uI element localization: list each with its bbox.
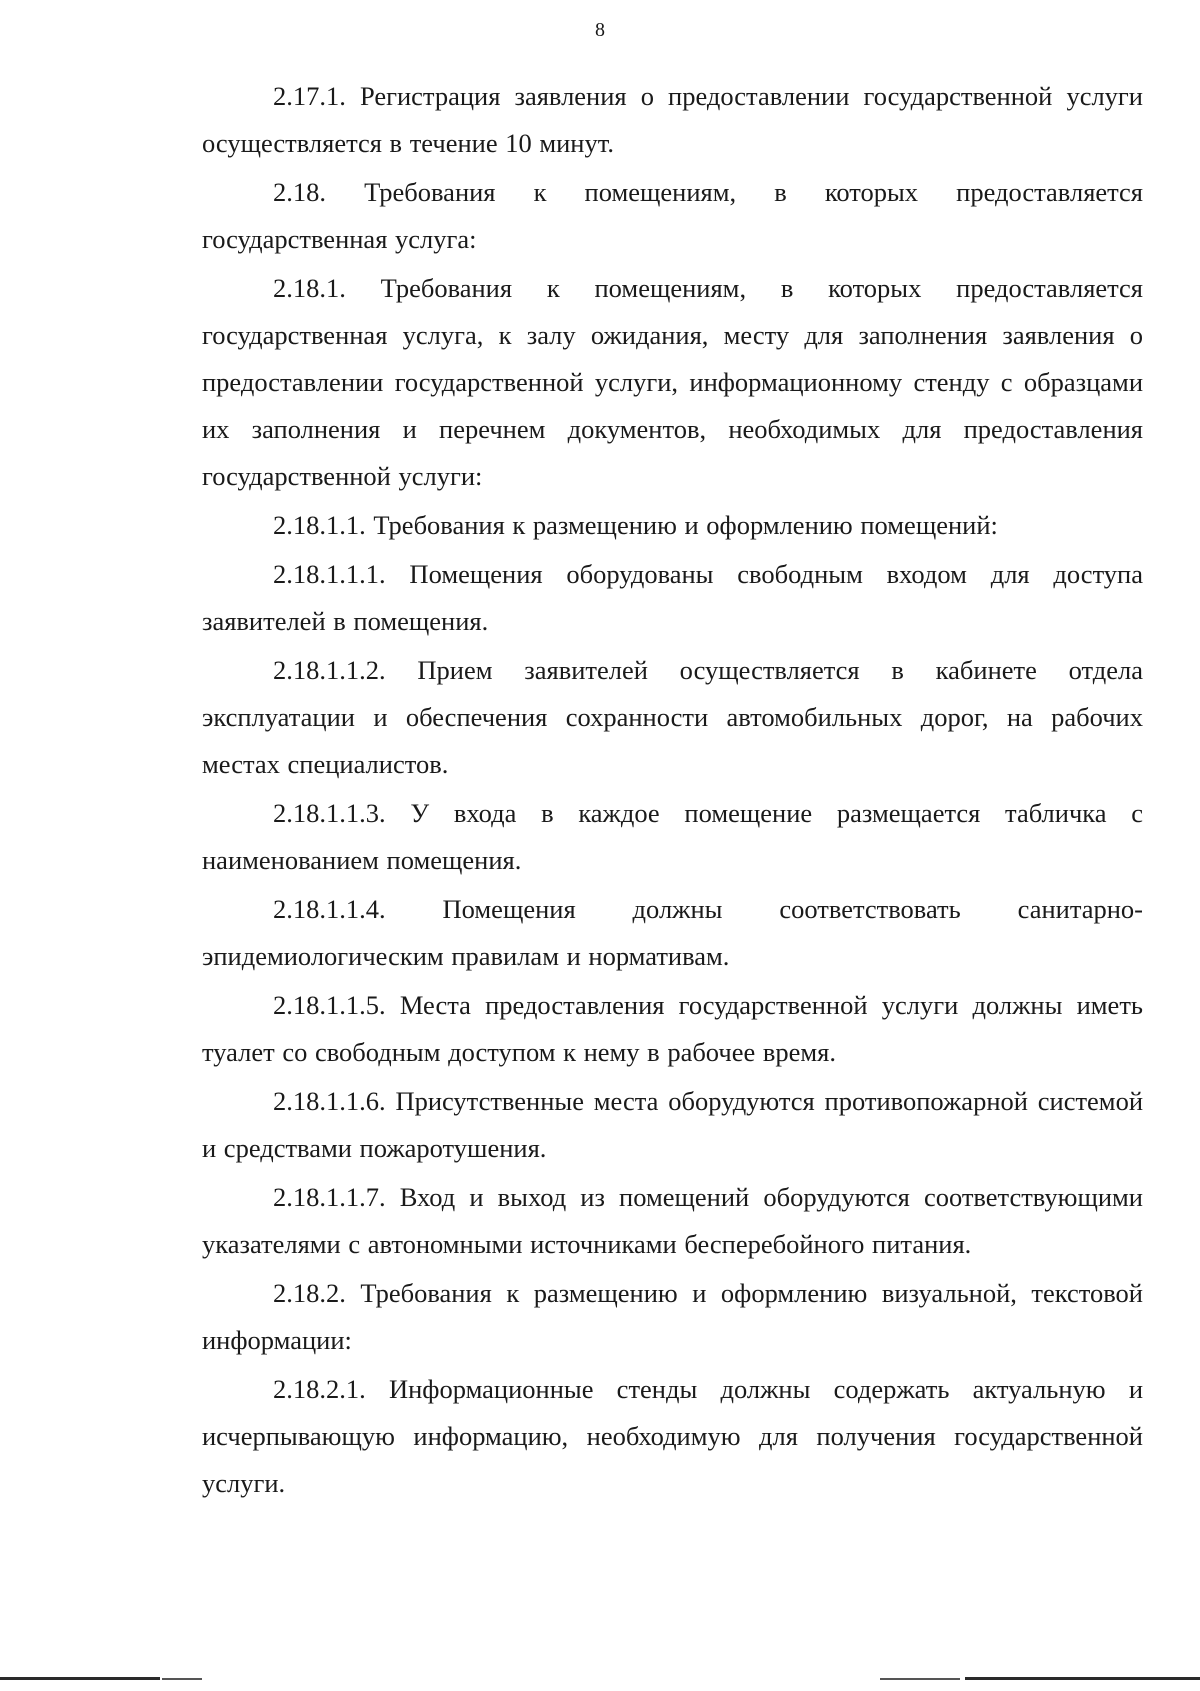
paragraph-2-18-1-1-5: 2.18.1.1.5. Места предоставления государственной услуги должны иметь туалет со свободным доступом к нему в рабочее время. [202,990,1143,1067]
page-number: 8 [595,19,605,41]
paragraph-2-18-2: 2.18.2. Требования к размещению и оформлению визуальной, текстовой информации: [202,1278,1143,1355]
paragraph-2-18-2-1: 2.18.2.1. Информационные стенды должны содержать актуальную и исчерпывающую информацию, необходимую для получения государственной услуги. [202,1374,1143,1498]
paragraph-2-17-1: 2.17.1. Регистрация заявления о предоставлении государственной услуги осуществляется в течение 10 минут. [202,81,1143,158]
scan-edge-line [162,1678,202,1680]
paragraph-2-18-1-1-6: 2.18.1.1.6. Присутственные места оборудуются противопожарной системой и средствами пожаротушения. [202,1086,1143,1163]
paragraph-2-18-1-1-1: 2.18.1.1.1. Помещения оборудованы свободным входом для доступа заявителей в помещения. [202,559,1143,636]
paragraph-2-18-1-1-2: 2.18.1.1.2. Прием заявителей осуществляется в кабинете отдела эксплуатации и обеспечения сохранности автомобильных дорог, на рабочих местах специалистов. [202,655,1143,779]
paragraph-2-18-1-1-3: 2.18.1.1.3. У входа в каждое помещение размещается табличка с наименованием помещения. [202,798,1143,875]
paragraph-2-18: 2.18. Требования к помещениям, в которых предоставляется государственная услуга: [202,177,1143,254]
paragraph-2-18-1-1-7: 2.18.1.1.7. Вход и выход из помещений оборудуются соответствующими указателями с автономными источниками бесперебойного питания. [202,1182,1143,1259]
scan-edge-line [965,1677,1200,1680]
paragraph-2-18-1-1: 2.18.1.1. Требования к размещению и оформлению помещений: [273,510,998,540]
paragraph-2-18-1-1-4: 2.18.1.1.4. Помещения должны соответствовать санитарно-эпидемиологическим правилам и нормативам. [202,894,1143,971]
scan-edge-line [0,1677,160,1680]
scan-edge-line [880,1678,960,1680]
document-body [202,73,1143,1509]
scan-bottom-edge [0,1667,1200,1691]
paragraph-2-18-1: 2.18.1. Требования к помещениям, в которых предоставляется государственная услуга, к залу ожидания, месту для заполнения заявления о предоставлении государственной услуги, информационному стенду с образцами их заполнения и перечнем документов, необходимых для предоставления государственной услуги: [202,273,1143,491]
